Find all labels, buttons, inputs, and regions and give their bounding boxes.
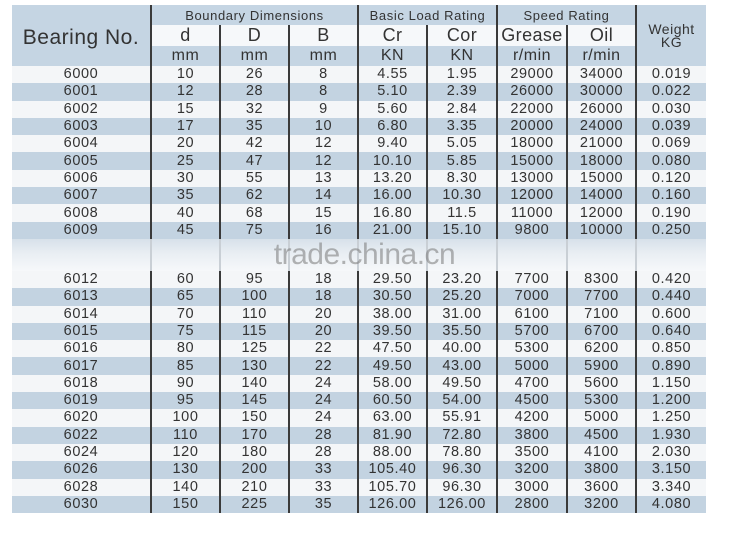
cell-grease-speed: 6100	[497, 306, 567, 323]
cell-cor: 8.30	[427, 170, 497, 187]
cell-cor: 25.20	[427, 288, 497, 305]
cell-cor: 96.30	[427, 479, 497, 496]
cell-bore-d: 85	[151, 357, 220, 374]
cell-oil-speed: 4100	[567, 444, 636, 461]
table-row	[12, 66, 706, 83]
cell-bore-d: 35	[151, 187, 220, 204]
cell-cr: 16.80	[358, 204, 427, 221]
cell-oil-speed: 34000	[567, 66, 636, 83]
cell-bearing-no: 6006	[12, 170, 151, 187]
cell-oil-speed: 26000	[567, 101, 636, 118]
cell-grease-speed: 20000	[497, 118, 567, 135]
cell-bearing-no: 6022	[12, 427, 151, 444]
cell-bearing-no: 6002	[12, 101, 151, 118]
header-unit-oil: r/min	[567, 46, 636, 66]
cell-weight: 0.039	[636, 118, 706, 135]
table-row	[12, 427, 706, 444]
cell-bearing-no: 6019	[12, 392, 151, 409]
cell-cr: 58.00	[358, 375, 427, 392]
cell-grease-speed: 11000	[497, 204, 567, 221]
cell-cor: 2.84	[427, 101, 497, 118]
header-unit-cor: KN	[427, 46, 497, 66]
cell-width-B: 20	[289, 306, 358, 323]
header-weight-unit: KG	[660, 33, 683, 50]
cell-weight: 0.069	[636, 135, 706, 152]
cell-outer-D: 140	[220, 375, 289, 392]
cell-bore-d: 130	[151, 461, 220, 478]
cell-cor: 55.91	[427, 409, 497, 426]
gap-cell	[12, 239, 151, 271]
cell-cor: 11.5	[427, 204, 497, 221]
header-unit-D: mm	[220, 46, 289, 66]
cell-weight: 0.250	[636, 222, 706, 239]
gap-cell	[220, 239, 289, 271]
cell-bore-d: 140	[151, 479, 220, 496]
cell-bore-d: 150	[151, 496, 220, 513]
cell-outer-D: 32	[220, 101, 289, 118]
header-symbol-D: D	[220, 25, 289, 46]
cell-bearing-no: 6013	[12, 288, 151, 305]
cell-weight: 1.150	[636, 375, 706, 392]
cell-bearing-no: 6004	[12, 135, 151, 152]
cell-outer-D: 225	[220, 496, 289, 513]
cell-cr: 49.50	[358, 357, 427, 374]
cell-cor: 72.80	[427, 427, 497, 444]
table-body	[12, 66, 706, 513]
cell-weight: 1.250	[636, 409, 706, 426]
cell-cor: 54.00	[427, 392, 497, 409]
cell-oil-speed: 4500	[567, 427, 636, 444]
cell-bore-d: 60	[151, 271, 220, 288]
cell-cr: 63.00	[358, 409, 427, 426]
header-unit-d: mm	[151, 46, 220, 66]
cell-grease-speed: 7000	[497, 288, 567, 305]
cell-cr: 30.50	[358, 288, 427, 305]
table-row	[12, 187, 706, 204]
cell-weight: 0.019	[636, 66, 706, 83]
cell-width-B: 14	[289, 187, 358, 204]
cell-weight: 0.190	[636, 204, 706, 221]
cell-grease-speed: 7700	[497, 271, 567, 288]
cell-width-B: 22	[289, 340, 358, 357]
header-unit-B: mm	[289, 46, 358, 66]
cell-grease-speed: 18000	[497, 135, 567, 152]
cell-grease-speed: 15000	[497, 152, 567, 169]
cell-width-B: 10	[289, 118, 358, 135]
cell-weight: 0.440	[636, 288, 706, 305]
cell-bearing-no: 6030	[12, 496, 151, 513]
cell-width-B: 12	[289, 152, 358, 169]
cell-outer-D: 68	[220, 204, 289, 221]
cell-oil-speed: 5600	[567, 375, 636, 392]
cell-cor: 49.50	[427, 375, 497, 392]
cell-weight: 0.120	[636, 170, 706, 187]
cell-oil-speed: 3600	[567, 479, 636, 496]
cell-width-B: 24	[289, 375, 358, 392]
cell-weight: 0.600	[636, 306, 706, 323]
table-row	[12, 288, 706, 305]
table-row	[12, 118, 706, 135]
table-row	[12, 101, 706, 118]
cell-outer-D: 200	[220, 461, 289, 478]
cell-width-B: 12	[289, 135, 358, 152]
cell-cor: 96.30	[427, 461, 497, 478]
cell-outer-D: 42	[220, 135, 289, 152]
cell-cr: 88.00	[358, 444, 427, 461]
cell-bore-d: 75	[151, 323, 220, 340]
cell-oil-speed: 30000	[567, 83, 636, 100]
cell-weight: 0.850	[636, 340, 706, 357]
cell-oil-speed: 14000	[567, 187, 636, 204]
table-row	[12, 83, 706, 100]
table-row	[12, 222, 706, 239]
header-weight-label: Weight	[648, 20, 695, 37]
cell-weight: 0.890	[636, 357, 706, 374]
table-row	[12, 479, 706, 496]
cell-cr: 21.00	[358, 222, 427, 239]
cell-bore-d: 30	[151, 170, 220, 187]
cell-cr: 81.90	[358, 427, 427, 444]
header-symbol-cr: Cr	[358, 25, 427, 46]
cell-cr: 29.50	[358, 271, 427, 288]
cell-grease-speed: 5700	[497, 323, 567, 340]
gap-cell	[497, 239, 567, 271]
cell-cr: 5.10	[358, 83, 427, 100]
table-header	[12, 5, 706, 66]
cell-grease-speed: 9800	[497, 222, 567, 239]
cell-cr: 4.55	[358, 66, 427, 83]
cell-bearing-no: 6000	[12, 66, 151, 83]
table-row	[12, 375, 706, 392]
cell-oil-speed: 21000	[567, 135, 636, 152]
cell-bore-d: 95	[151, 392, 220, 409]
cell-oil-speed: 15000	[567, 170, 636, 187]
cell-cr: 39.50	[358, 323, 427, 340]
cell-bore-d: 120	[151, 444, 220, 461]
cell-grease-speed: 4200	[497, 409, 567, 426]
cell-weight: 3.150	[636, 461, 706, 478]
cell-bore-d: 12	[151, 83, 220, 100]
cell-grease-speed: 3200	[497, 461, 567, 478]
cell-weight: 2.030	[636, 444, 706, 461]
cell-cr: 126.00	[358, 496, 427, 513]
cell-cr: 38.00	[358, 306, 427, 323]
cell-width-B: 28	[289, 444, 358, 461]
cell-grease-speed: 3800	[497, 427, 567, 444]
cell-bore-d: 10	[151, 66, 220, 83]
cell-oil-speed: 3200	[567, 496, 636, 513]
cell-grease-speed: 12000	[497, 187, 567, 204]
cell-width-B: 15	[289, 204, 358, 221]
header-symbol-B: B	[289, 25, 358, 46]
cell-outer-D: 210	[220, 479, 289, 496]
cell-weight: 0.030	[636, 101, 706, 118]
cell-oil-speed: 8300	[567, 271, 636, 288]
cell-cor: 5.05	[427, 135, 497, 152]
cell-width-B: 13	[289, 170, 358, 187]
cell-cor: 78.80	[427, 444, 497, 461]
cell-width-B: 18	[289, 271, 358, 288]
cell-cor: 5.85	[427, 152, 497, 169]
cell-cor: 43.00	[427, 357, 497, 374]
gap-cell	[151, 239, 220, 271]
cell-bore-d: 90	[151, 375, 220, 392]
cell-width-B: 22	[289, 357, 358, 374]
cell-width-B: 33	[289, 461, 358, 478]
cell-bearing-no: 6014	[12, 306, 151, 323]
cell-cr: 9.40	[358, 135, 427, 152]
cell-grease-speed: 22000	[497, 101, 567, 118]
table-row	[12, 461, 706, 478]
header-unit-grease: r/min	[497, 46, 567, 66]
header-symbol-d: d	[151, 25, 220, 46]
cell-outer-D: 180	[220, 444, 289, 461]
table-row	[12, 135, 706, 152]
cell-cor: 35.50	[427, 323, 497, 340]
cell-cor: 31.00	[427, 306, 497, 323]
cell-bore-d: 110	[151, 427, 220, 444]
header-bearing-no: Bearing No.	[12, 5, 151, 66]
gap-cell	[289, 239, 358, 271]
cell-oil-speed: 5900	[567, 357, 636, 374]
header-symbol-oil: Oil	[567, 25, 636, 46]
cell-oil-speed: 6200	[567, 340, 636, 357]
cell-weight: 3.340	[636, 479, 706, 496]
cell-outer-D: 35	[220, 118, 289, 135]
cell-cor: 40.00	[427, 340, 497, 357]
cell-bearing-no: 6018	[12, 375, 151, 392]
header-symbol-grease: Grease	[497, 25, 567, 46]
cell-weight: 0.640	[636, 323, 706, 340]
cell-outer-D: 145	[220, 392, 289, 409]
cell-bore-d: 17	[151, 118, 220, 135]
cell-weight: 1.930	[636, 427, 706, 444]
cell-grease-speed: 4500	[497, 392, 567, 409]
gap-cell	[567, 239, 636, 271]
gap-cell	[427, 239, 497, 271]
cell-outer-D: 75	[220, 222, 289, 239]
cell-width-B: 16	[289, 222, 358, 239]
cell-outer-D: 125	[220, 340, 289, 357]
cell-cr: 16.00	[358, 187, 427, 204]
cell-bore-d: 25	[151, 152, 220, 169]
cell-cr: 5.60	[358, 101, 427, 118]
cell-bearing-no: 6016	[12, 340, 151, 357]
watermark-gap-row	[12, 239, 706, 271]
cell-width-B: 8	[289, 83, 358, 100]
cell-width-B: 24	[289, 392, 358, 409]
cell-oil-speed: 5300	[567, 392, 636, 409]
cell-oil-speed: 7700	[567, 288, 636, 305]
cell-outer-D: 47	[220, 152, 289, 169]
cell-grease-speed: 5300	[497, 340, 567, 357]
cell-cor: 3.35	[427, 118, 497, 135]
cell-bearing-no: 6007	[12, 187, 151, 204]
cell-oil-speed: 12000	[567, 204, 636, 221]
cell-width-B: 24	[289, 409, 358, 426]
cell-bore-d: 100	[151, 409, 220, 426]
cell-grease-speed: 3000	[497, 479, 567, 496]
cell-outer-D: 26	[220, 66, 289, 83]
cell-weight: 0.080	[636, 152, 706, 169]
cell-bearing-no: 6015	[12, 323, 151, 340]
cell-bearing-no: 6024	[12, 444, 151, 461]
cell-weight: 0.022	[636, 83, 706, 100]
cell-outer-D: 115	[220, 323, 289, 340]
table-row	[12, 340, 706, 357]
cell-weight: 0.420	[636, 271, 706, 288]
cell-outer-D: 130	[220, 357, 289, 374]
cell-bore-d: 65	[151, 288, 220, 305]
cell-cor: 1.95	[427, 66, 497, 83]
cell-outer-D: 28	[220, 83, 289, 100]
bearing-spec-table	[12, 5, 706, 513]
cell-bearing-no: 6009	[12, 222, 151, 239]
cell-bore-d: 15	[151, 101, 220, 118]
cell-width-B: 33	[289, 479, 358, 496]
cell-bearing-no: 6003	[12, 118, 151, 135]
cell-outer-D: 150	[220, 409, 289, 426]
cell-oil-speed: 7100	[567, 306, 636, 323]
cell-oil-speed: 3800	[567, 461, 636, 478]
cell-bore-d: 70	[151, 306, 220, 323]
cell-bearing-no: 6017	[12, 357, 151, 374]
cell-grease-speed: 2800	[497, 496, 567, 513]
cell-bearing-no: 6020	[12, 409, 151, 426]
cell-cr: 10.10	[358, 152, 427, 169]
cell-cor: 10.30	[427, 187, 497, 204]
table-row	[12, 170, 706, 187]
cell-width-B: 9	[289, 101, 358, 118]
gap-cell	[636, 239, 706, 271]
cell-outer-D: 62	[220, 187, 289, 204]
cell-grease-speed: 13000	[497, 170, 567, 187]
cell-bearing-no: 6005	[12, 152, 151, 169]
cell-bearing-no: 6026	[12, 461, 151, 478]
cell-width-B: 8	[289, 66, 358, 83]
cell-bore-d: 80	[151, 340, 220, 357]
cell-oil-speed: 24000	[567, 118, 636, 135]
cell-bearing-no: 6028	[12, 479, 151, 496]
cell-width-B: 20	[289, 323, 358, 340]
cell-cr: 13.20	[358, 170, 427, 187]
cell-width-B: 18	[289, 288, 358, 305]
cell-grease-speed: 4700	[497, 375, 567, 392]
table-row	[12, 152, 706, 169]
cell-outer-D: 100	[220, 288, 289, 305]
header-weight	[636, 5, 706, 66]
cell-cor: 2.39	[427, 83, 497, 100]
cell-cr: 105.70	[358, 479, 427, 496]
cell-cr: 105.40	[358, 461, 427, 478]
table-row	[12, 409, 706, 426]
table-row	[12, 444, 706, 461]
table-row	[12, 306, 706, 323]
cell-bore-d: 40	[151, 204, 220, 221]
cell-bearing-no: 6012	[12, 271, 151, 288]
bearing-spec-table-container	[12, 5, 706, 513]
cell-grease-speed: 29000	[497, 66, 567, 83]
cell-oil-speed: 6700	[567, 323, 636, 340]
cell-grease-speed: 3500	[497, 444, 567, 461]
cell-cr: 60.50	[358, 392, 427, 409]
table-row	[12, 357, 706, 374]
cell-bore-d: 20	[151, 135, 220, 152]
cell-outer-D: 110	[220, 306, 289, 323]
cell-oil-speed: 5000	[567, 409, 636, 426]
cell-oil-speed: 18000	[567, 152, 636, 169]
cell-cr: 6.80	[358, 118, 427, 135]
cell-outer-D: 55	[220, 170, 289, 187]
header-symbol-cor: Cor	[427, 25, 497, 46]
cell-cor: 15.10	[427, 222, 497, 239]
cell-width-B: 35	[289, 496, 358, 513]
cell-weight: 4.080	[636, 496, 706, 513]
table-row	[12, 204, 706, 221]
cell-grease-speed: 5000	[497, 357, 567, 374]
watermark: trade.china.cn	[273, 238, 456, 271]
table-row	[12, 323, 706, 340]
table-row	[12, 271, 706, 288]
cell-oil-speed: 10000	[567, 222, 636, 239]
cell-cor: 126.00	[427, 496, 497, 513]
cell-bore-d: 45	[151, 222, 220, 239]
table-row	[12, 392, 706, 409]
header-group-basic-load-rating: Basic Load Rating	[358, 5, 497, 25]
cell-weight: 1.200	[636, 392, 706, 409]
cell-weight: 0.160	[636, 187, 706, 204]
gap-cell	[358, 239, 427, 271]
table-row	[12, 496, 706, 513]
cell-outer-D: 170	[220, 427, 289, 444]
header-unit-cr: KN	[358, 46, 427, 66]
cell-width-B: 28	[289, 427, 358, 444]
header-group-speed-rating: Speed Rating	[497, 5, 636, 25]
cell-cr: 47.50	[358, 340, 427, 357]
cell-outer-D: 95	[220, 271, 289, 288]
cell-grease-speed: 26000	[497, 83, 567, 100]
cell-bearing-no: 6008	[12, 204, 151, 221]
cell-bearing-no: 6001	[12, 83, 151, 100]
cell-cor: 23.20	[427, 271, 497, 288]
header-group-boundary-dimensions: Boundary Dimensions	[151, 5, 358, 25]
